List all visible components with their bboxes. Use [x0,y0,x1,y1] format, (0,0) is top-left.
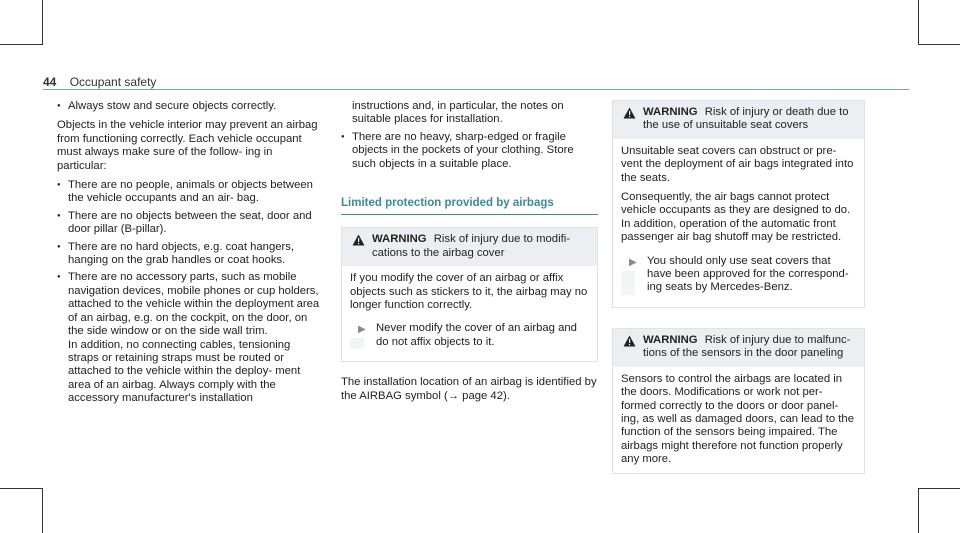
action-arrow-icon: ▶ [358,324,366,336]
warning-header [613,329,864,367]
warning-box [612,100,865,308]
warning-icon [352,234,365,250]
warning-label: WARNING [372,233,427,246]
bullet-list [57,100,323,113]
warning-headline: Risk of injury due to modifi- cations to the airbag cover [372,233,570,259]
action-bar [350,338,364,349]
crop-mark [42,488,43,533]
paragraph: instructions and, in particular, the notes on suitable places for installation. [352,100,564,126]
paragraph: In addition, no connecting cables, tensioning straps or retaining straps must be routed or attached to the vehicle within the deploy- ment area of an airbag. Always comply with the accessory manufacturer's installation [68,338,301,405]
warning-label: WARNING [643,333,698,346]
action-step [350,322,589,349]
warning-body [613,367,864,473]
crop-mark [918,488,960,489]
crop-mark [918,0,919,45]
section-name: Occupant safety [69,75,157,89]
list-item: ● There are no hard objects, e.g. coat hangers, hanging on the grab handles or coat hooks. [57,241,323,268]
list-item: ● There are no people, animals or objects between the vehicle occupants and an air- bag. [57,179,323,206]
section-rule [341,214,598,215]
warning-body [613,139,864,307]
crop-mark [42,0,43,45]
warning-box [612,328,865,474]
page-header [43,75,156,89]
crop-mark [0,488,42,489]
action-bar [621,271,635,295]
paragraph: The installation location of an airbag is identified by the AIRBAG symbol (→ page 42). [341,376,597,402]
paragraph: If you modify the cover of an airbag or affix objects such as stickers to it, the airbag may no longer function correctly. [350,272,588,312]
column-1 [57,100,323,406]
column-3 [612,100,865,488]
header-rule [43,89,909,90]
column-2 [341,100,598,409]
paragraph: Sensors to control the airbags are located in the doors. Modifications or work not per- formed correctly to the doors or door panel- ing, as well as damaged doors, can lead to the function of the sensors being impaired. The airbags might therefore not function properly any more. [621,372,854,466]
action-text: Never modify the cover of an airbag and do not affix objects to it. [376,322,577,348]
warning-header [342,228,597,266]
action-arrow-icon: ▶ [629,256,637,268]
list-item: ● There are no objects between the seat, door and door pillar (B-pillar). [57,210,323,237]
paragraph: Consequently, the air bags cannot protect vehicle occupants as they are designed to do. In addition, operation of the automatic front passenger air bag shutoff may be restricted. [621,191,851,244]
list-item: ● Always stow and secure objects correctly. [57,100,323,113]
warning-icon [623,335,636,351]
paragraph: Unsuitable seat covers can obstruct or pre- vent the deployment of air bags integrated into the seats. [621,144,854,184]
warning-header [613,101,864,139]
warning-headline: Risk of injury or death due to the use of unsuitable seat covers [643,106,849,132]
warning-label: WARNING [643,106,698,118]
crop-mark [0,44,42,45]
crop-mark [918,488,919,533]
list-item: ● There are no heavy, sharp-edged or fragile objects in the pockets of your clothing. Store such objects in a suitable place. [341,131,598,171]
list-item: ● There are no accessory parts, such as mobile navigation devices, mobile phones or cup holders, attached to the vehicle within the deployment area of an airbag, e.g. on the cockpit, on the door, on the side window or on the side wall trim. [57,271,323,338]
warning-body [342,266,597,361]
warning-box [341,227,598,362]
page-number: 44 [43,75,57,89]
action-step [621,255,856,295]
section-title: Limited protection provided by airbags [341,197,554,210]
crop-mark [918,44,960,45]
warning-icon [623,107,636,123]
bullet-list [57,179,323,338]
warning-headline: Risk of injury due to malfunc- tions of the sensors in the door paneling [643,333,851,360]
action-text: You should only use seat covers that have been approved for the correspond- ing seats by Mercedes-Benz. [647,254,849,294]
paragraph: Objects in the vehicle interior may prevent an airbag from functioning correctly. Each vehicle occupant must always make sure of the follow- ing in particular: [57,119,318,172]
bullet-list [341,131,598,171]
